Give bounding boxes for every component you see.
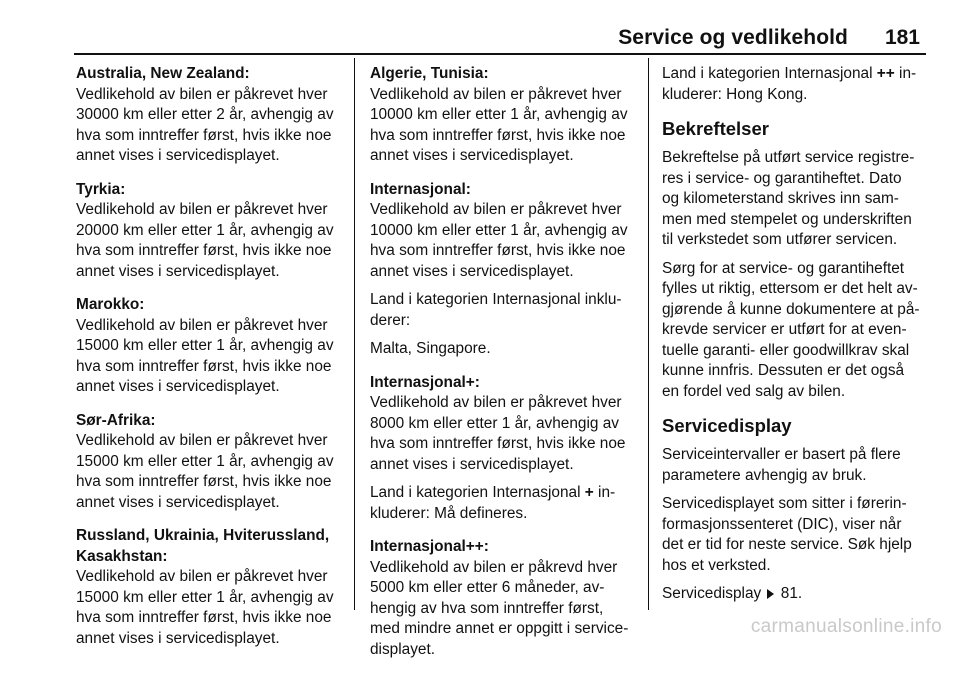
reference-label: Servicedisplay: [662, 585, 762, 602]
heading-bekreftelser: Bekreftelser: [662, 118, 769, 139]
section-sor-afrika: [76, 411, 342, 514]
section-paragraph: Malta, Singapore.: [370, 340, 491, 357]
section-paragraph: [370, 483, 632, 524]
reference-page: 81.: [780, 585, 803, 602]
section-text: Vedlikehold av bilen er påkrevet hver 10000 km eller etter 1 år, avhengig av hva som inntreffer først, hvis ikke noe annet vises i servicedisplayet.: [370, 201, 628, 280]
column-divider: [354, 58, 355, 610]
section-paragraph: Serviceintervaller er basert på flere parametere avhengig av bruk.: [662, 446, 901, 484]
section-heading: Marokko:: [76, 296, 145, 313]
section-heading: Internasjonal+:: [370, 373, 480, 391]
column-3: [662, 64, 926, 605]
paragraph-text: Land i kategorien Internasjonal: [370, 484, 585, 501]
section-text: Vedlikehold av bilen er påkrevet hver 20000 km eller etter 1 år, avhengig av hva som inntreffer først, hvis ikke noe annet vises i servicedisplayet.: [76, 201, 334, 280]
section-text: Vedlikehold av bilen er påkrevet hver 10000 km eller etter 1 år, avhengig av hva som inntreffer først, hvis ikke noe annet vises i servicedisplayet.: [370, 85, 628, 164]
section-internasjonal-plus: [370, 373, 632, 525]
column-divider: [648, 58, 649, 610]
page-number: 181: [884, 26, 920, 49]
section-heading: Algerie, Tunisia:: [370, 65, 489, 82]
section-australia: [76, 64, 342, 167]
header-rule: [74, 53, 926, 55]
paragraph-text: in- kluderer: Hong Kong.: [662, 65, 917, 103]
section-heading: Internasjonal++:: [370, 538, 489, 555]
section-internasjonal: [370, 180, 632, 360]
section-text: Vedlikehold av bilen er påkrevd hver 5000 km eller etter 6 måneder, av- hengig av hva som inntreffer først, med mindre annet er oppgitt i service- displayet.: [370, 558, 629, 658]
section-tyrkia: [76, 180, 342, 283]
category-symbol: ++: [876, 65, 895, 82]
section-text: Vedlikehold av bilen er påkrevet hver 15000 km eller etter 1 år, avhengig av hva som inntreffer først, hvis ikke noe annet vises i servicedisplayet.: [76, 568, 334, 647]
arrow-right-icon: [767, 589, 774, 599]
section-heading: Australia, New Zealand:: [76, 65, 250, 82]
section-marokko: [76, 295, 342, 398]
section-russland: [76, 526, 342, 649]
section-text: Vedlikehold av bilen er påkrevet hver 8000 km eller etter 1 år, avhengig av hva som inntreffer først, hvis ikke noe annet vises i servicedisplayet.: [370, 394, 626, 473]
section-paragraph: Bekreftelse på utført service registre- res i service- og garantiheftet. Dato og kilometerstand skrives inn sam- men med stempelet og underskriften til verkstedet som utfører servicen.: [662, 149, 915, 248]
section-paragraph: Sørg for at service- og garantiheftet fylles ut riktig, ettersom er det helt av- gjørende å kunne dokumentere at på- krevde servicer er utført for at even- tuelle garanti- eller goodwillkrav skal kunne innfris. Dessuten er det også en fordel ved salg av bilen.: [662, 259, 920, 400]
page-reference[interactable]: [662, 584, 926, 605]
intro-paragraph: [662, 64, 926, 105]
section-paragraph: Servicedisplayet som sitter i førerin- formasjonssenteret (DIC), viser når det er tid for neste service. Søk hjelp hos et verksted.: [662, 495, 912, 574]
section-text: Vedlikehold av bilen er påkrevet hver 15000 km eller etter 1 år, avhengig av hva som inntreffer først, hvis ikke noe annet vises i servicedisplayet.: [76, 316, 334, 395]
watermark: carmanualsonline.info: [750, 616, 942, 637]
section-text: Vedlikehold av bilen er påkrevet hver 30000 km eller etter 2 år, avhengig av hva som inntreffer først, hvis ikke noe annet vises i servicedisplayet.: [76, 85, 334, 164]
page-title: Service og vedlikehold: [618, 26, 848, 49]
section-text: Vedlikehold av bilen er påkrevet hver 15000 km eller etter 1 år, avhengig av hva som inntreffer først, hvis ikke noe annet vises i servicedisplayet.: [76, 432, 334, 511]
heading-servicedisplay: Servicedisplay: [662, 415, 792, 436]
section-heading: Internasjonal:: [370, 180, 471, 198]
section-algerie: [370, 64, 632, 167]
column-1: [76, 64, 342, 662]
paragraph-text: in- kluderer: Må defineres.: [370, 484, 616, 522]
section-heading: Sør-Afrika:: [76, 411, 156, 429]
section-heading: Russland, Ukrainia, Hviterussland, Kasakhstan:: [76, 527, 330, 565]
paragraph-text: Land i kategorien Internasjonal: [662, 65, 877, 82]
column-2: [370, 64, 632, 673]
section-paragraph: Land i kategorien Internasjonal inklu- derer:: [370, 291, 622, 329]
section-heading: Tyrkia:: [76, 180, 126, 198]
category-symbol: +: [584, 484, 594, 501]
